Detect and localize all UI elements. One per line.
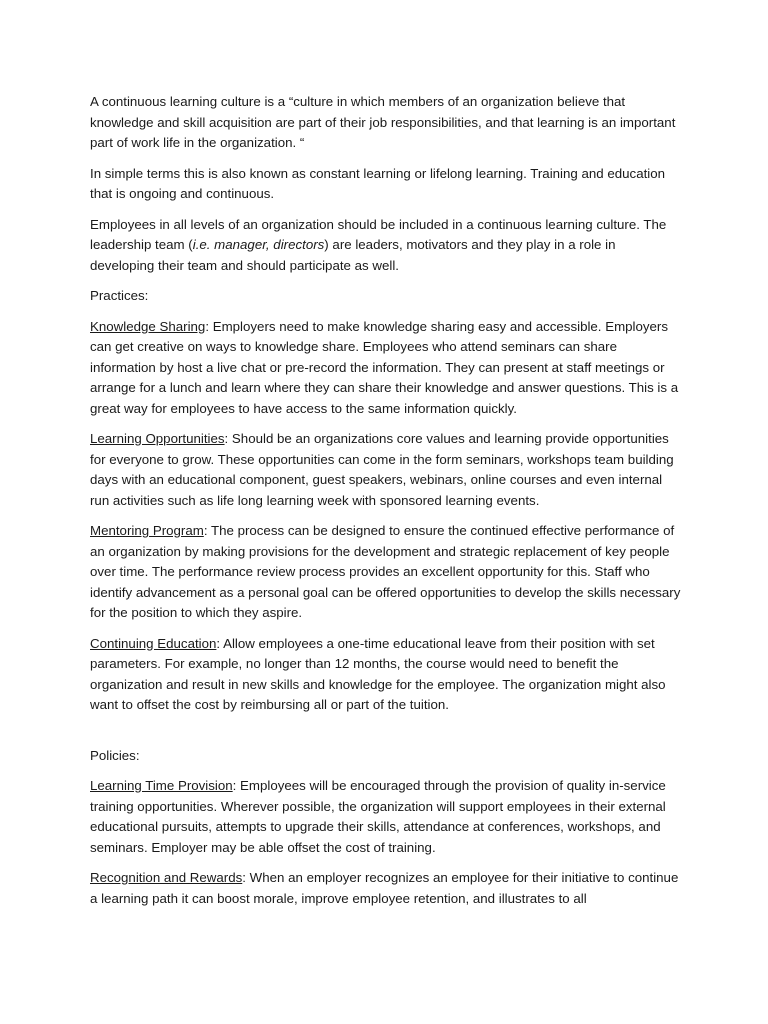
document-page	[90, 92, 682, 919]
practice-title: Learning Opportunities	[90, 431, 225, 446]
intro-paragraph-3	[90, 215, 682, 277]
intro-paragraph-2: In simple terms this is also known as constant learning or lifelong learning. Training and education that is ongoing and continuous.	[90, 165, 666, 201]
practice-mentoring-program	[90, 521, 682, 624]
policy-learning-time-provision	[90, 776, 682, 858]
practice-text: : Allow employees a one-time educational leave from their position with set parameters. For example, no longer than 12 months, the course would need to benefit the organization and result in new skills and knowledge for the employee. The organization might also want to offset the cost by reimbursing all or part of the tuition.	[90, 635, 666, 712]
policy-text: : Employees will be encouraged through the provision of quality in-service training opportunities. Wherever possible, the organization will support employees in their external educational pursuits, attempts to upgrade their skills, attendance at conferences, workshops, and seminars. Employer may be able offset the cost of training.	[90, 778, 666, 855]
policy-recognition-and-rewards	[90, 868, 682, 909]
practice-continuing-education	[90, 634, 682, 716]
policies-heading: Policies:	[90, 747, 140, 763]
practices-heading: Practices:	[90, 288, 149, 303]
intro-paragraph-3-text-a: Employees in all levels of an organization should be included in a continuous learning culture. The leadership team (	[90, 216, 667, 252]
policy-title: Recognition and Rewards	[90, 870, 243, 885]
practice-text: : The process can be designed to ensure the continued effective performance of an organization by making provisions for the development and strategic replacement of key people over time. The performance review process provides an excellent opportunity for this. Staff who identify advancement as a personal goal can be offered opportunities to develop the skills necessary for the position to which they aspire.	[90, 523, 681, 620]
practice-knowledge-sharing	[90, 317, 682, 420]
practice-text: : Employers need to make knowledge sharing easy and accessible. Employers can get creative on ways to knowledge share. Employees who attend seminars can share information by host a live chat or pre-record the information. They can present at staff meetings or arrange for a lunch and learn where they can share their knowledge and answer questions. This is a great way for employees to have access to the same information quickly.	[90, 318, 679, 416]
intro-paragraph-1: A continuous learning culture is a “culture in which members of an organization believe that knowledge and skill acquisition are part of their job responsibilities, and that learning is an important part of work life in the organization. “	[90, 94, 676, 150]
practice-learning-opportunities	[90, 429, 682, 511]
practice-title: Continuing Education	[90, 635, 217, 651]
blank-line	[90, 726, 682, 746]
policy-text: : When an employer recognizes an employee for their initiative to continue a learning path it can boost morale, improve employee retention, and illustrates to all	[90, 870, 679, 906]
practice-title: Knowledge Sharing	[90, 318, 206, 334]
intro-paragraph-3-italic: i.e. manager, directors	[192, 237, 325, 252]
policy-title: Learning Time Provision	[90, 778, 233, 793]
practice-title: Mentoring Program	[90, 523, 204, 538]
practice-text: : Should be an organizations core values and learning provide opportunities for everyone to grow. These opportunities can come in the form seminars, workshops team building days with an educational component, guest speakers, webinars, online courses and even internal run activities such as life long learning week with sponsored learning events.	[90, 431, 674, 508]
intro-paragraph-3-text-b: ) are leaders, motivators and they play in a role in developing their team and should participate as well.	[90, 237, 616, 273]
